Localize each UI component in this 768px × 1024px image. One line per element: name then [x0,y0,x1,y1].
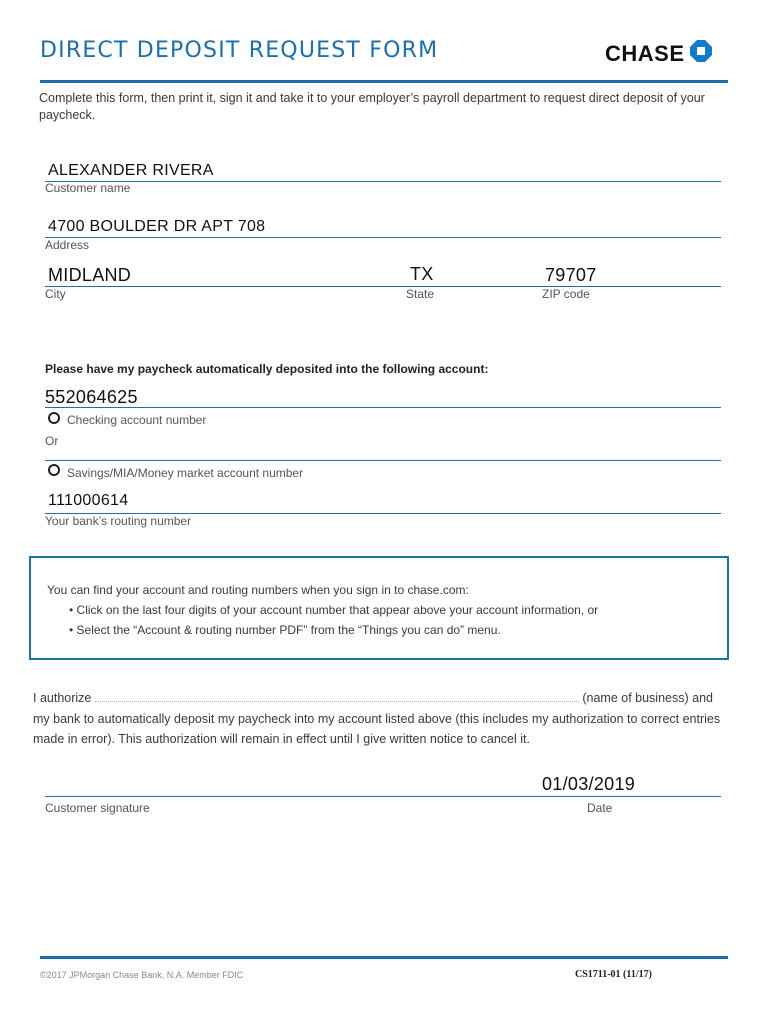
header-rule [40,80,728,83]
signature-line [45,796,721,797]
checking-label: Checking account number [67,413,207,427]
routing-number-value[interactable]: 111000614 [48,492,129,509]
account-number-line [45,407,721,408]
city-state-zip-line [45,286,721,287]
state-label: State [406,287,435,301]
savings-radio[interactable] [48,464,60,476]
chase-logo [605,40,712,67]
city-value[interactable]: MIDLAND [48,265,132,285]
info-bullet-1-text: Click on the last four digits of your account number that appear above your account information, or [76,603,599,617]
address-label: Address [45,238,90,252]
city-label: City [45,287,66,301]
zip-value[interactable]: 79707 [545,265,597,285]
authorization-text [33,688,733,750]
zip-label: ZIP code [542,287,590,301]
date-value[interactable]: 01/03/2019 [542,774,636,794]
account-number-value[interactable]: 552064625 [45,387,138,407]
authorization-rest: my bank to automatically deposit my paycheck into my account listed above (this includes my authorization to correct entries made in error). This authorization will remain in effect until I give written notice to cancel it. [33,711,721,746]
info-bullet-2-text: Select the “Account & routing number PDF” from the “Things you can do” menu. [76,623,501,637]
savings-label: Savings/MIA/Money market account number [67,466,304,480]
state-value[interactable]: TX [410,264,434,284]
page-title: DIRECT DEPOSIT REQUEST FORM [40,38,439,63]
business-name-blank[interactable] [95,690,579,702]
info-box [29,556,729,660]
account-lead-text: Please have my paycheck automatically deposited into the following account: [45,362,489,376]
date-label: Date [587,801,613,815]
customer-name-label: Customer name [45,181,131,195]
customer-name-line [45,181,721,182]
customer-name-value[interactable]: ALEXANDER RIVERA [48,162,214,179]
address-value[interactable]: 4700 BOULDER DR APT 708 [48,218,266,235]
footer-rule [40,956,728,959]
checking-radio[interactable] [48,412,60,424]
address-line [45,237,721,238]
info-bullet-2: • Select the “Account & routing number PDF” from the “Things you can do” menu. [69,623,501,637]
chase-octagon-logo-icon [690,40,712,67]
copyright-text: ©2017 JPMorgan Chase Bank, N.A. Member FDIC [40,970,244,980]
info-intro: You can find your account and routing numbers when you sign in to chase.com: [47,583,469,597]
authorization-prefix: I authorize [33,691,92,705]
or-label: Or [45,434,59,448]
form-code: CS1711-01 (11/17) [575,969,652,980]
routing-number-label: Your bank’s routing number [45,514,192,528]
intro-text: Complete this form, then print it, sign it and take it to your employer’s payroll department to request direct deposit of your paycheck. [39,91,705,122]
brand-name: CHASE [605,40,685,66]
savings-line [45,460,721,461]
authorization-suffix: (name of business) and [582,691,713,705]
info-bullet-1: • Click on the last four digits of your account number that appear above your account information, or [69,603,599,617]
signature-label: Customer signature [45,801,150,815]
